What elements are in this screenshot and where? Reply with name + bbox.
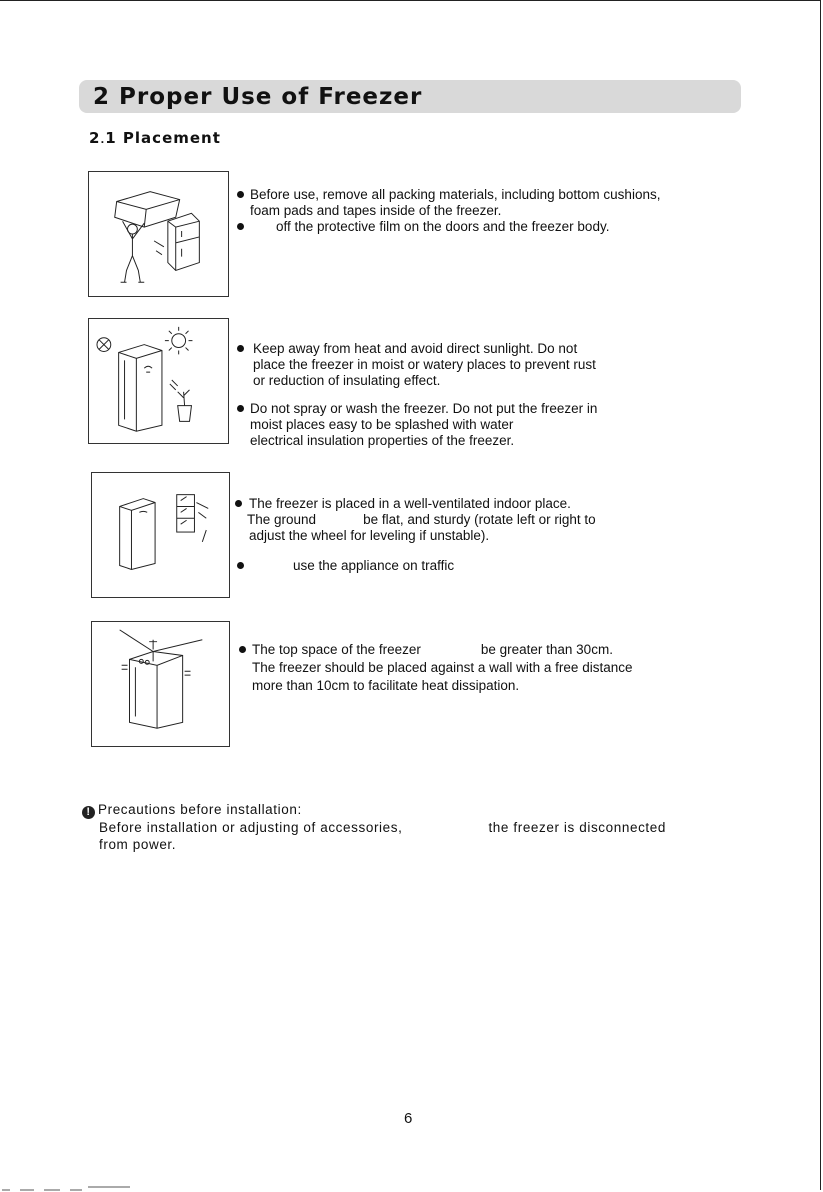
figure-heat-moisture — [88, 318, 229, 444]
section-title-text: Proper Use of Freezer — [119, 84, 423, 110]
block-1-line-2: foam pads and tapes inside of the freezer. — [250, 203, 502, 218]
precautions-line-1: Before installation or adjusting of accessories, the freezer is disconnected — [99, 820, 666, 835]
ventilation-illustration — [92, 473, 229, 597]
figure-ventilation — [91, 472, 230, 598]
clearance-illustration — [92, 622, 229, 746]
precautions-heading-line — [82, 801, 666, 819]
subsection-title-text: Placement — [122, 129, 221, 147]
section-title — [93, 84, 422, 110]
subsection-number-major: 2 — [89, 129, 101, 147]
footer-print-marks — [0, 1184, 140, 1192]
section-number: 2 — [93, 84, 111, 110]
block-3-text — [233, 496, 596, 574]
block-4-bullet-1: The top space of the freezer be greater than 30cm. — [236, 642, 632, 658]
block-2-line-2: place the freezer in moist or watery places to prevent rust — [253, 357, 596, 372]
block-3-bullet-2: use the appliance on traffic — [233, 558, 596, 574]
subsection-title — [89, 129, 221, 147]
precautions-block — [82, 801, 666, 853]
block-2-line-5: moist places easy to be splashed with water — [250, 417, 514, 432]
precautions-line-2: from power. — [99, 837, 177, 852]
block-4-line-3: more than 10cm to facilitate heat dissipation. — [252, 678, 520, 693]
block-1-bullet-1: Before use, remove all packing materials, including bottom cushions, — [234, 187, 660, 203]
subsection-number-separator: . — [100, 135, 106, 146]
block-3-line-2: The ground be flat, and sturdy (rotate left or right to — [247, 512, 596, 527]
block-1-bullet-2: off the protective film on the doors and the freezer body. — [234, 219, 660, 235]
exclamation-circle-icon: ! — [82, 806, 95, 819]
heat-moisture-illustration — [89, 319, 228, 443]
block-2-bullet-1: Keep away from heat and avoid direct sunlight. Do not — [234, 341, 597, 357]
page-number: 6 — [404, 1110, 413, 1127]
figure-clearance — [91, 621, 230, 747]
block-3-bullet-1: The freezer is placed in a well-ventilated indoor place. — [233, 496, 596, 512]
block-2-line-6: electrical insulation properties of the freezer. — [250, 433, 515, 448]
block-2-text — [234, 341, 597, 449]
block-1-text — [234, 187, 660, 235]
block-2-line-3: or reduction of insulating effect. — [253, 373, 441, 388]
block-3-line-3: adjust the wheel for leveling if unstable). — [249, 528, 490, 543]
subsection-number-minor: 1 — [105, 129, 117, 147]
block-4-line-2: The freezer should be placed against a wall with a free distance — [252, 660, 633, 675]
block-2-bullet-2: Do not spray or wash the freezer. Do not put the freezer in — [234, 401, 597, 417]
figure-unpacking — [88, 171, 229, 297]
unpacking-illustration — [89, 172, 228, 296]
block-4-text — [236, 642, 632, 694]
section-header-bar — [79, 80, 741, 113]
precautions-heading: Precautions before installation: — [98, 802, 302, 817]
